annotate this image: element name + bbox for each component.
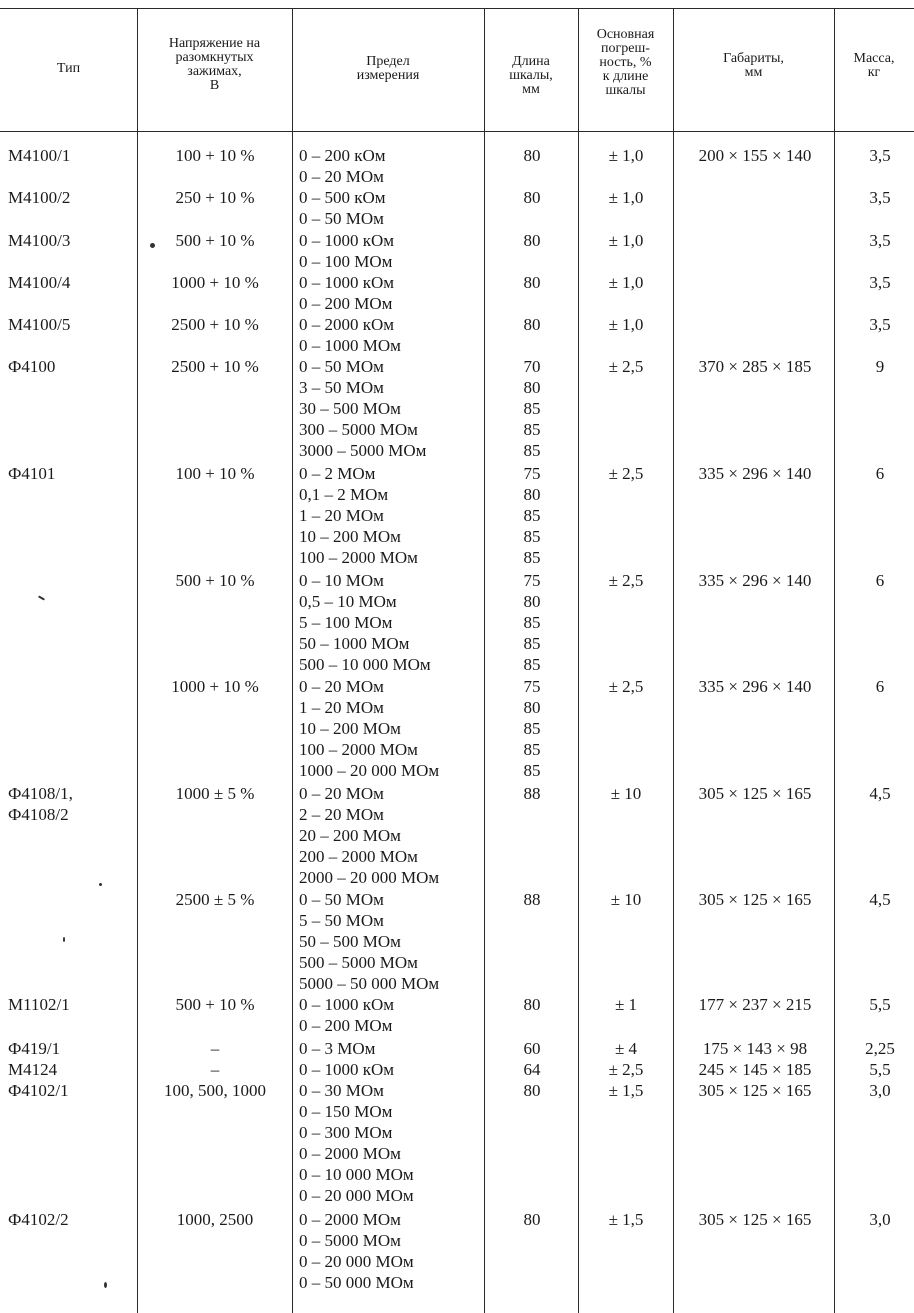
mass-cell: 3,5 [869,188,891,207]
length-cell: 80 [523,188,541,207]
range-cell: 0 – 200 кОм [299,146,386,165]
scan-speck [99,883,102,886]
range-cell: 0 – 200 МОм [299,294,393,313]
error-cell: ± 2,5 [608,677,644,696]
voltage-cell: 2500 + 10 % [171,315,259,334]
column-divider [834,8,835,1313]
length-cell: 80 [523,273,541,292]
range-cell: 0 – 20 МОм [299,784,384,803]
error-cell: ± 1,0 [608,273,644,292]
voltage-cell: – [210,1039,220,1058]
header-dims-line: мм [744,65,763,80]
column-divider [673,8,674,1313]
range-cell: 0 – 100 МОм [299,252,393,271]
length-cell: 80 [523,378,541,397]
length-cell: 85 [523,634,541,653]
error-cell: ± 2,5 [608,571,644,590]
range-cell: 0 – 50 МОм [299,209,384,228]
header-length-line: шкалы, [509,68,553,83]
mass-cell: 6 [875,464,885,483]
scan-speck [38,595,45,600]
error-cell: ± 2,5 [608,357,644,376]
range-cell: 0 – 5000 МОм [299,1231,401,1250]
range-cell: 0 – 2000 МОм [299,1144,401,1163]
header-range [292,55,484,83]
error-cell: ± 2,5 [608,1060,644,1079]
header-mass-line: кг [867,65,881,80]
dims-cell: 370 × 285 × 185 [698,357,812,376]
range-cell: 2 – 20 МОм [299,805,384,824]
type-cell: М4100/4 [8,273,71,292]
length-cell: 85 [523,655,541,674]
type-cell: Ф4101 [8,464,56,483]
range-cell: 30 – 500 МОм [299,399,401,418]
column-divider [578,8,579,1313]
range-cell: 500 – 5000 МОм [299,953,418,972]
error-cell: ± 1,5 [608,1081,644,1100]
voltage-cell: 100, 500, 1000 [164,1081,266,1100]
voltage-cell: 2500 ± 5 % [175,890,255,909]
mass-cell: 3,5 [869,273,891,292]
range-cell: 200 – 2000 МОм [299,847,418,866]
mass-cell: 2,25 [865,1039,895,1058]
range-cell: 50 – 500 МОм [299,932,401,951]
header-dims-line: Габариты, [723,51,784,66]
range-cell: 10 – 200 МОм [299,719,401,738]
length-cell: 85 [523,740,541,759]
voltage-cell: 1000 ± 5 % [175,784,255,803]
range-cell: 0 – 50 МОм [299,890,384,909]
voltage-cell: 500 + 10 % [175,571,255,590]
range-cell: 0 – 1000 кОм [299,231,395,250]
length-cell: 80 [523,698,541,717]
header-voltage-line: Напряжение на [168,36,261,51]
scan-speck [63,937,65,942]
error-cell: ± 1,0 [608,188,644,207]
header-error [578,28,673,98]
range-cell: 0 – 20 МОм [299,677,384,696]
length-cell: 80 [523,231,541,250]
range-cell: 5000 – 50 000 МОм [299,974,440,993]
length-cell: 80 [523,995,541,1014]
error-cell: ± 1,0 [608,231,644,250]
range-cell: 0,1 – 2 МОм [299,485,389,504]
range-cell: 1000 – 20 000 МОм [299,761,440,780]
length-cell: 88 [523,890,541,909]
error-cell: ± 1 [614,995,638,1014]
length-cell: 85 [523,613,541,632]
length-cell: 88 [523,784,541,803]
range-cell: 0 – 3 МОм [299,1039,376,1058]
mass-cell: 6 [875,571,885,590]
voltage-cell: 1000 + 10 % [171,273,259,292]
dims-cell: 177 × 237 × 215 [698,995,812,1014]
range-cell: 2000 – 20 000 МОм [299,868,440,887]
column-divider [137,8,138,1313]
voltage-cell: – [210,1060,220,1079]
range-cell: 0 – 30 МОм [299,1081,384,1100]
length-cell: 75 [523,571,541,590]
range-cell: 1 – 20 МОм [299,506,384,525]
voltage-cell: 100 + 10 % [175,464,255,483]
voltage-cell: 1000, 2500 [176,1210,254,1229]
length-cell: 85 [523,548,541,567]
length-cell: 85 [523,420,541,439]
header-dims [673,52,834,80]
type-cell: Ф4100 [8,357,56,376]
dims-cell: 175 × 143 × 98 [702,1039,808,1058]
header-length-line: Длина [512,54,550,69]
mass-cell: 9 [875,357,885,376]
header-error-line: Основная [596,27,655,42]
range-cell: 0 – 1000 МОм [299,336,401,355]
scan-speck [104,1282,107,1288]
range-cell: 0 – 10 000 МОм [299,1165,414,1184]
range-cell: 0 – 20 МОм [299,167,384,186]
range-cell: 3000 – 5000 МОм [299,441,427,460]
type-cell: М4100/5 [8,315,71,334]
header-type-text: Тип [56,61,81,76]
type-cell: Ф4108/1, [8,784,73,803]
header-error-line: шкалы [605,83,646,98]
range-cell: 100 – 2000 МОм [299,740,418,759]
range-cell: 20 – 200 МОм [299,826,401,845]
dims-cell: 305 × 125 × 165 [698,890,812,909]
type-cell: Ф4102/2 [8,1210,69,1229]
length-cell: 85 [523,441,541,460]
type-cell: Ф419/1 [8,1039,61,1058]
header-range-line: измерения [356,68,420,83]
length-cell: 80 [523,1081,541,1100]
range-cell: 0 – 1000 кОм [299,995,395,1014]
range-cell: 0 – 50 МОм [299,357,384,376]
error-cell: ± 1,5 [608,1210,644,1229]
type-cell: Ф4108/2 [8,805,69,824]
mass-cell: 3,5 [869,231,891,250]
header-length [484,55,578,97]
range-cell: 0 – 1000 кОм [299,273,395,292]
type-cell: М4124 [8,1060,58,1079]
range-cell: 50 – 1000 МОм [299,634,410,653]
mass-cell: 5,5 [869,1060,891,1079]
length-cell: 85 [523,506,541,525]
header-voltage-line: разомкнутых [175,50,254,65]
header-length-line: мм [522,82,540,97]
dims-cell: 200 × 155 × 140 [698,146,812,165]
error-cell: ± 1,0 [608,315,644,334]
range-cell: 0 – 2000 МОм [299,1210,401,1229]
range-cell: 0 – 20 000 МОм [299,1186,414,1205]
header-voltage [137,37,292,93]
header-error-line: погреш- [601,41,650,56]
range-cell: 0,5 – 10 МОм [299,592,397,611]
length-cell: 85 [523,527,541,546]
length-cell: 85 [523,399,541,418]
type-cell: М4100/3 [8,231,71,250]
type-cell: М4100/2 [8,188,71,207]
range-cell: 0 – 2000 кОм [299,315,395,334]
range-cell: 3 – 50 МОм [299,378,384,397]
header-voltage-line: В [209,78,220,93]
voltage-cell: 1000 + 10 % [171,677,259,696]
length-cell: 75 [523,464,541,483]
range-cell: 300 – 5000 МОм [299,420,418,439]
range-cell: 5 – 50 МОм [299,911,384,930]
voltage-cell: 2500 + 10 % [171,357,259,376]
range-cell: 0 – 500 кОм [299,188,386,207]
range-cell: 0 – 50 000 МОм [299,1273,414,1292]
length-cell: 75 [523,677,541,696]
length-cell: 85 [523,761,541,780]
range-cell: 0 – 150 МОм [299,1102,393,1121]
range-cell: 5 – 100 МОм [299,613,393,632]
length-cell: 64 [523,1060,541,1079]
error-cell: ± 2,5 [608,464,644,483]
header-voltage-line: зажимах, [187,64,242,79]
dims-cell: 335 × 296 × 140 [698,677,812,696]
dims-cell: 335 × 296 × 140 [698,571,812,590]
mass-cell: 3,5 [869,315,891,334]
column-divider [292,8,293,1313]
column-divider [484,8,485,1313]
type-cell: Ф4102/1 [8,1081,69,1100]
range-cell: 0 – 1000 кОм [299,1060,395,1079]
type-cell: М1102/1 [8,995,70,1014]
voltage-cell: 500 + 10 % [175,995,255,1014]
range-cell: 500 – 10 000 МОм [299,655,431,674]
header-mass-line: Масса, [853,51,895,66]
range-cell: 0 – 2 МОм [299,464,376,483]
header-error-line: к длине [602,69,649,84]
header-mass [834,52,914,80]
length-cell: 85 [523,719,541,738]
dims-cell: 305 × 125 × 165 [698,1081,812,1100]
error-cell: ± 4 [614,1039,638,1058]
length-cell: 80 [523,146,541,165]
dims-cell: 305 × 125 × 165 [698,784,812,803]
mass-cell: 3,0 [869,1081,891,1100]
error-cell: ± 10 [610,890,642,909]
length-cell: 80 [523,592,541,611]
voltage-cell: 250 + 10 % [175,188,255,207]
mass-cell: 4,5 [869,890,891,909]
range-cell: 0 – 10 МОм [299,571,384,590]
mass-cell: 4,5 [869,784,891,803]
range-cell: 100 – 2000 МОм [299,548,418,567]
range-cell: 1 – 20 МОм [299,698,384,717]
header-type [0,62,137,76]
length-cell: 60 [523,1039,541,1058]
header-range-line: Предел [366,54,410,69]
length-cell: 80 [523,485,541,504]
error-cell: ± 1,0 [608,146,644,165]
length-cell: 80 [523,315,541,334]
range-cell: 0 – 20 000 МОм [299,1252,414,1271]
mass-cell: 3,0 [869,1210,891,1229]
range-cell: 0 – 200 МОм [299,1016,393,1035]
scan-speck [150,243,155,248]
length-cell: 70 [523,357,541,376]
mass-cell: 5,5 [869,995,891,1014]
dims-cell: 305 × 125 × 165 [698,1210,812,1229]
mass-cell: 3,5 [869,146,891,165]
error-cell: ± 10 [610,784,642,803]
type-cell: М4100/1 [8,146,71,165]
voltage-cell: 100 + 10 % [175,146,255,165]
dims-cell: 335 × 296 × 140 [698,464,812,483]
range-cell: 10 – 200 МОм [299,527,401,546]
voltage-cell: 500 + 10 % [175,231,255,250]
header-error-line: ность, % [599,55,652,70]
mass-cell: 6 [875,677,885,696]
dims-cell: 245 × 145 × 185 [698,1060,812,1079]
length-cell: 80 [523,1210,541,1229]
range-cell: 0 – 300 МОм [299,1123,393,1142]
